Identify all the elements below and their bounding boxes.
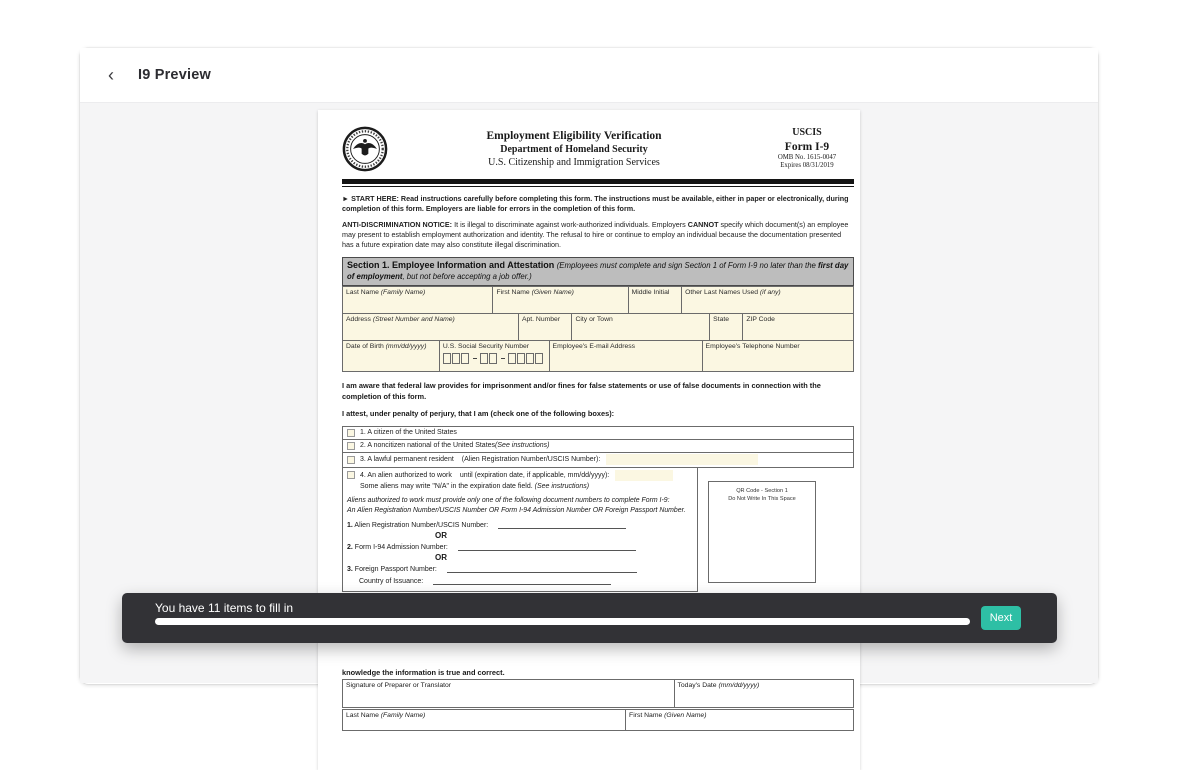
i94-line [347,543,693,551]
form-title-block [388,130,760,168]
field-label: Employee's E-mail Address [552,343,636,351]
alien-registration-input[interactable] [498,521,626,529]
qr-label-line2: Do Not Write In This Space [728,496,796,503]
alien-note-line1: Aliens authorized to work must provide only one of the following document numbers to complete Form I-9: [347,496,670,504]
field-label: Employee's Telephone Number [705,343,800,351]
field-label: Address [346,316,373,324]
preparer-first-name-field[interactable] [626,710,853,730]
i94-number-input[interactable] [458,543,636,551]
other-last-names-field[interactable] [682,287,853,313]
start-here-label: ► START HERE: [342,194,399,203]
item-number: 1. [347,522,353,530]
dhs-seal-icon [342,126,388,172]
checkbox-suffix: until (expiration date, if applicable, mm/dd/yyyy): [459,471,610,479]
i9-document-page [318,110,860,770]
fill-progress-toolbar [122,593,1057,643]
field-label: State [713,316,730,324]
form-agency: U.S. Citizenship and Immigration Services [488,157,660,168]
checkbox-icon[interactable] [347,471,355,479]
na-note-line [360,483,693,490]
form-title: Employment Eligibility Verification [486,130,662,142]
start-here-paragraph [342,194,854,213]
ssn-digit-boxes[interactable] [443,353,546,364]
employee-info-table [342,286,854,372]
alien-note-line2: An Alien Registration Number/USCIS Number OR Form I-94 Admission Number OR Foreign Passport Number. [347,506,686,514]
preview-window [80,48,1098,720]
checkbox-note: (See instructions) [495,442,550,450]
passport-number-input[interactable] [447,565,637,573]
anti-text-2: specify which document(s) an employee may present to establish employment authorization and identity. The refusal to hire or continue to employ an individual because the documentation presented has a future expiration date may also constitute illegal discrimination. [342,220,849,250]
table-row [343,287,853,314]
or-separator: OR [435,553,447,563]
start-here-text: Read instructions carefully before completing this form. The instructions must be available, either in paper or electronically, during completion of this form. Employers are liable for errors in the completion of this form. [342,194,849,213]
item-number: 3. [347,566,353,574]
field-note: (Given Name) [531,289,574,297]
na-note-text: Some aliens may write "N/A" in the expiration date field. [360,482,535,490]
date-of-birth-field[interactable] [343,341,440,371]
progress-bar [155,618,970,625]
checkbox-label: 4. An alien authorized to work [360,471,452,479]
section1-header [342,257,854,286]
zip-code-field[interactable] [743,314,853,340]
next-button[interactable]: Next [981,606,1021,630]
back-chevron-icon[interactable]: ‹ [108,65,114,85]
alien-uscis-number-input[interactable] [606,454,758,465]
field-note: (Family Name) [380,289,426,297]
section1-note-bold: first day of employment [347,261,849,282]
city-field[interactable] [572,314,710,340]
field-label: Middle Initial [631,289,670,297]
item-label: Country of Issuance: [359,578,424,586]
items-to-fill-message: You have 11 items to fill in [155,601,294,615]
qr-code-box [708,481,816,583]
checkbox-label: 3. A lawful permanent resident [360,456,454,464]
alien-authorized-checkbox-row[interactable] [347,470,693,481]
checkbox-icon[interactable] [347,456,355,464]
form-masthead [342,126,854,172]
apt-number-field[interactable] [519,314,573,340]
field-label: First Name [496,289,532,297]
telephone-field[interactable] [703,341,853,371]
ssn-field[interactable] [440,341,550,371]
foreign-passport-line [347,565,693,573]
first-name-field[interactable] [493,287,628,313]
field-note: (Given Name) [664,712,707,720]
field-note: (if any) [759,289,781,297]
field-label: City or Town [575,316,613,324]
item-number: 2. [347,544,353,552]
section1-note-1: (Employees must complete and sign Section 1 of Form I-9 no later than the [556,261,819,271]
field-label: Today's Date [677,682,719,690]
field-note: (mm/dd/yyyy) [385,343,427,351]
field-label: ZIP Code [746,316,775,324]
field-label: First Name [629,712,665,720]
page-title: I9 Preview [138,67,211,83]
field-label: Last Name [346,712,381,720]
preparer-last-name-field[interactable] [343,710,626,730]
preparer-signature-field[interactable]: Signature of Preparer or Translator [343,680,675,707]
section1-title: Section 1. Employee Information and Attestation [347,260,557,271]
permanent-resident-checkbox-row[interactable] [342,452,854,468]
field-note: (Family Name) [380,712,426,720]
form-number-block [760,127,854,171]
noncitizen-national-checkbox-row[interactable] [342,439,854,453]
checkbox-label: 1. A citizen of the United States [360,429,457,437]
checkbox-label: 2. A noncitizen national of the United States [360,442,496,450]
field-label: Last Name [346,289,381,297]
preparer-name-row [342,709,854,731]
citizen-checkbox-row[interactable] [342,426,854,440]
last-name-field[interactable] [343,287,493,313]
knowledge-line: knowledge the information is true and correct. [342,668,505,678]
alien-document-note [347,496,693,515]
preparer-date-field[interactable] [675,680,854,707]
anti-cannot: CANNOT [687,220,719,230]
form-dept: Department of Homeland Security [500,144,648,155]
checkbox-suffix: (Alien Registration Number/USCIS Number): [461,456,601,464]
ssn-dash [501,358,505,359]
anti-discrimination-paragraph [342,220,854,250]
preview-header [80,48,1098,103]
anti-label: ANTI-DISCRIMINATION NOTICE: [342,220,453,230]
email-field[interactable] [550,341,703,371]
section1-note-2: , but not before accepting a job offer.) [402,272,532,282]
attest-line: I attest, under penalty of perjury, that I am (check one of the following boxes): [342,409,615,419]
checkbox-icon[interactable] [347,442,355,450]
form-number: Form I-9 [784,140,830,153]
country-of-issuance-line [359,577,693,585]
federal-law-paragraph: I am aware that federal law provides for imprisonment and/or fines for false statements or use of false documents in connection with the completion of this form. [342,381,821,401]
field-note: (mm/dd/yyyy) [718,682,760,690]
field-label: Date of Birth [346,343,386,351]
divider-rule-thin [342,186,854,187]
item-label: Alien Registration Number/USCIS Number: [352,522,489,530]
address-field[interactable] [343,314,519,340]
ssn-dash [473,358,477,359]
table-row [343,341,853,371]
divider-rule [342,179,854,184]
table-row [343,314,853,341]
document-number-list [347,521,693,585]
expiration-date-input[interactable] [615,470,673,481]
anti-text-1: It is illegal to discriminate against work-authorized individuals. Employers [452,220,688,230]
uscis-label: USCIS [792,127,822,139]
country-of-issuance-input[interactable] [433,577,611,585]
alien-authorized-box [342,467,698,592]
field-label: Other Last Names Used [685,289,760,297]
qr-label-line1: QR Code - Section 1 [736,487,788,494]
item-label: Form I-94 Admission Number: [352,544,448,552]
middle-initial-field[interactable] [629,287,683,313]
field-label: U.S. Social Security Number [442,343,530,351]
item-label: Foreign Passport Number: [352,566,437,574]
or-separator: OR [435,531,447,541]
omb-number: OMB No. 1615-0047 [777,153,837,161]
na-note-italic: (See instructions) [534,482,590,490]
checkbox-icon[interactable] [347,429,355,437]
state-field[interactable] [710,314,743,340]
alien-registration-line [347,521,693,529]
preparer-signature-row [342,679,854,708]
expiry-date: Expires 08/31/2019 [780,162,834,170]
alien-section [342,467,854,592]
field-note: (Street Number and Name) [372,316,455,324]
field-label: Apt. Number [521,316,561,324]
